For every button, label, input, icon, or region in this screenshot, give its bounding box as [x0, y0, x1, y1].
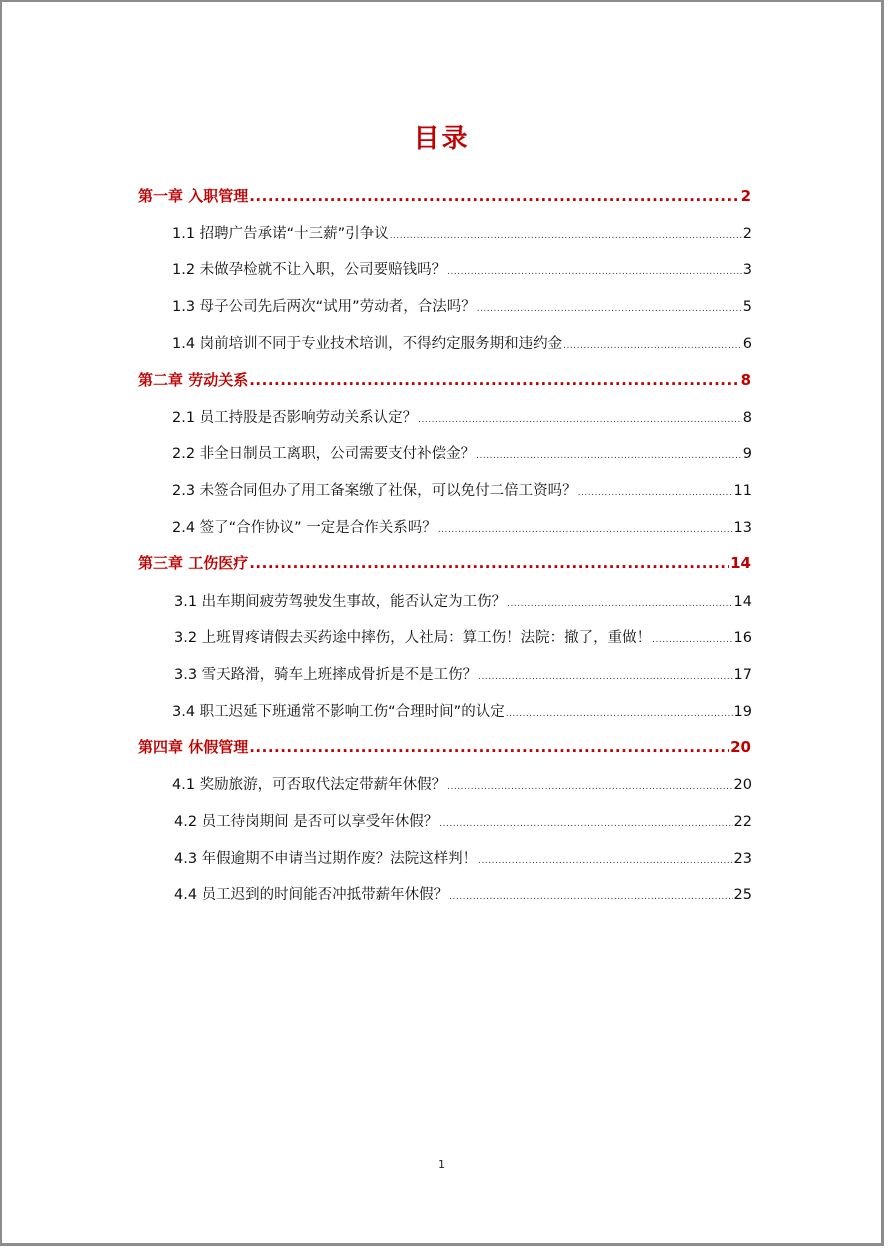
section-label: 1.3 母子公司先后两次“试用”劳动者，合法吗？: [172, 299, 476, 315]
toc-section-1-3[interactable]: [172, 295, 752, 316]
toc-section-1-4[interactable]: [172, 332, 752, 353]
toc-section-4-2[interactable]: [174, 810, 752, 831]
dot-leader: [439, 819, 732, 829]
toc-section-3-4[interactable]: [172, 700, 752, 721]
dot-leader: [447, 782, 732, 792]
toc-section-4-1[interactable]: [172, 773, 752, 794]
section-label: 1.4 岗前培训不同于专业技术培训，不得约定服务期和违约金: [172, 336, 563, 352]
toc-section-4-3[interactable]: [174, 847, 752, 868]
dot-leader: [506, 709, 733, 719]
toc-section-1-1[interactable]: [172, 222, 752, 243]
chapter-page-number: 14: [730, 554, 751, 572]
section-label: 3.2 上班胃疼请假去买药途中摔伤，人社局：算工伤！法院：撤了，重做！: [174, 630, 652, 646]
section-page-number: 13: [733, 520, 752, 536]
section-page-number: 5: [742, 299, 752, 315]
chapter-label: 第四章 休假管理: [138, 738, 249, 756]
section-page-number: 25: [733, 887, 752, 903]
toc-section-3-1[interactable]: [174, 590, 752, 611]
chapter-label: 第三章 工伤医疗: [138, 554, 249, 572]
dot-leader: [249, 738, 729, 756]
section-page-number: 6: [742, 336, 752, 352]
chapter-label: 第二章 劳动关系: [138, 371, 249, 389]
dot-leader: [652, 635, 732, 645]
dot-leader: [507, 599, 732, 609]
section-page-number: 17: [733, 667, 752, 683]
dot-leader: [249, 371, 739, 389]
section-label: 3.1 出车期间疲劳驾驶发生事故，能否认定为工伤？: [174, 594, 507, 610]
toc-chapter-3[interactable]: [138, 552, 751, 573]
section-label: 3.3 雪天路滑，骑车上班摔成骨折是不是工伤？: [174, 667, 478, 683]
dot-leader: [578, 488, 733, 498]
dot-leader: [249, 187, 739, 205]
section-page-number: 11: [733, 483, 752, 499]
toc-chapter-2[interactable]: [138, 369, 751, 390]
footer-page-number: 1: [438, 1158, 445, 1171]
section-page-number: 20: [733, 777, 752, 793]
section-page-number: 3: [742, 262, 752, 278]
section-page-number: 16: [733, 630, 752, 646]
section-label: 1.1 招聘广告承诺“十三薪”引争议: [172, 226, 389, 242]
dot-leader: [418, 415, 742, 425]
section-page-number: 8: [742, 410, 752, 426]
dot-leader: [563, 341, 742, 351]
chapter-page-number: 2: [740, 187, 751, 205]
toc-section-3-3[interactable]: [174, 663, 752, 684]
toc-section-2-4[interactable]: [172, 516, 752, 537]
section-label: 2.4 签了“合作协议” 一定是合作关系吗？: [172, 520, 437, 536]
toc-chapter-4[interactable]: [138, 736, 751, 757]
section-label: 2.1 员工持股是否影响劳动关系认定？: [172, 410, 418, 426]
toc-section-2-1[interactable]: [172, 406, 752, 427]
section-page-number: 22: [733, 814, 752, 830]
section-label: 2.2 非全日制员工离职，公司需要支付补偿金？: [172, 446, 476, 462]
section-label: 4.4 员工迟到的时间能否冲抵带薪年休假？: [174, 887, 449, 903]
section-label: 4.3 年假逾期不申请当过期作废？法院这样判！: [174, 851, 478, 867]
toc-section-3-2[interactable]: [174, 626, 752, 647]
section-label: 2.3 未签合同但办了用工备案缴了社保，可以免付二倍工资吗？: [172, 483, 577, 499]
toc-chapter-1[interactable]: [138, 185, 751, 206]
chapter-page-number: 20: [730, 738, 751, 756]
toc-section-4-4[interactable]: [174, 883, 752, 904]
dot-leader: [477, 304, 742, 314]
toc-section-2-3[interactable]: [172, 479, 752, 500]
section-page-number: 9: [742, 446, 752, 462]
chapter-page-number: 8: [740, 371, 751, 389]
section-page-number: 19: [733, 704, 752, 720]
section-label: 3.4 职工迟延下班通常不影响工伤“合理时间”的认定: [172, 704, 505, 720]
section-label: 4.1 奖励旅游，可否取代法定带薪年休假？: [172, 777, 447, 793]
toc-section-2-2[interactable]: [172, 442, 752, 463]
section-label: 4.2 员工待岗期间 是否可以享受年休假？: [174, 814, 439, 830]
dot-leader: [478, 856, 732, 866]
dot-leader: [390, 231, 742, 241]
dot-leader: [449, 892, 732, 902]
toc-title: 目录: [413, 124, 470, 154]
chapter-label: 第一章 入职管理: [138, 187, 249, 205]
section-page-number: 23: [733, 851, 752, 867]
section-page-number: 14: [733, 594, 752, 610]
dot-leader: [476, 451, 742, 461]
toc-section-1-2[interactable]: [172, 258, 752, 279]
dot-leader: [447, 267, 742, 277]
section-label: 1.2 未做孕检就不让入职，公司要赔钱吗？: [172, 262, 447, 278]
dot-leader: [249, 554, 729, 572]
dot-leader: [478, 672, 732, 682]
dot-leader: [438, 525, 733, 535]
section-page-number: 2: [742, 226, 752, 242]
